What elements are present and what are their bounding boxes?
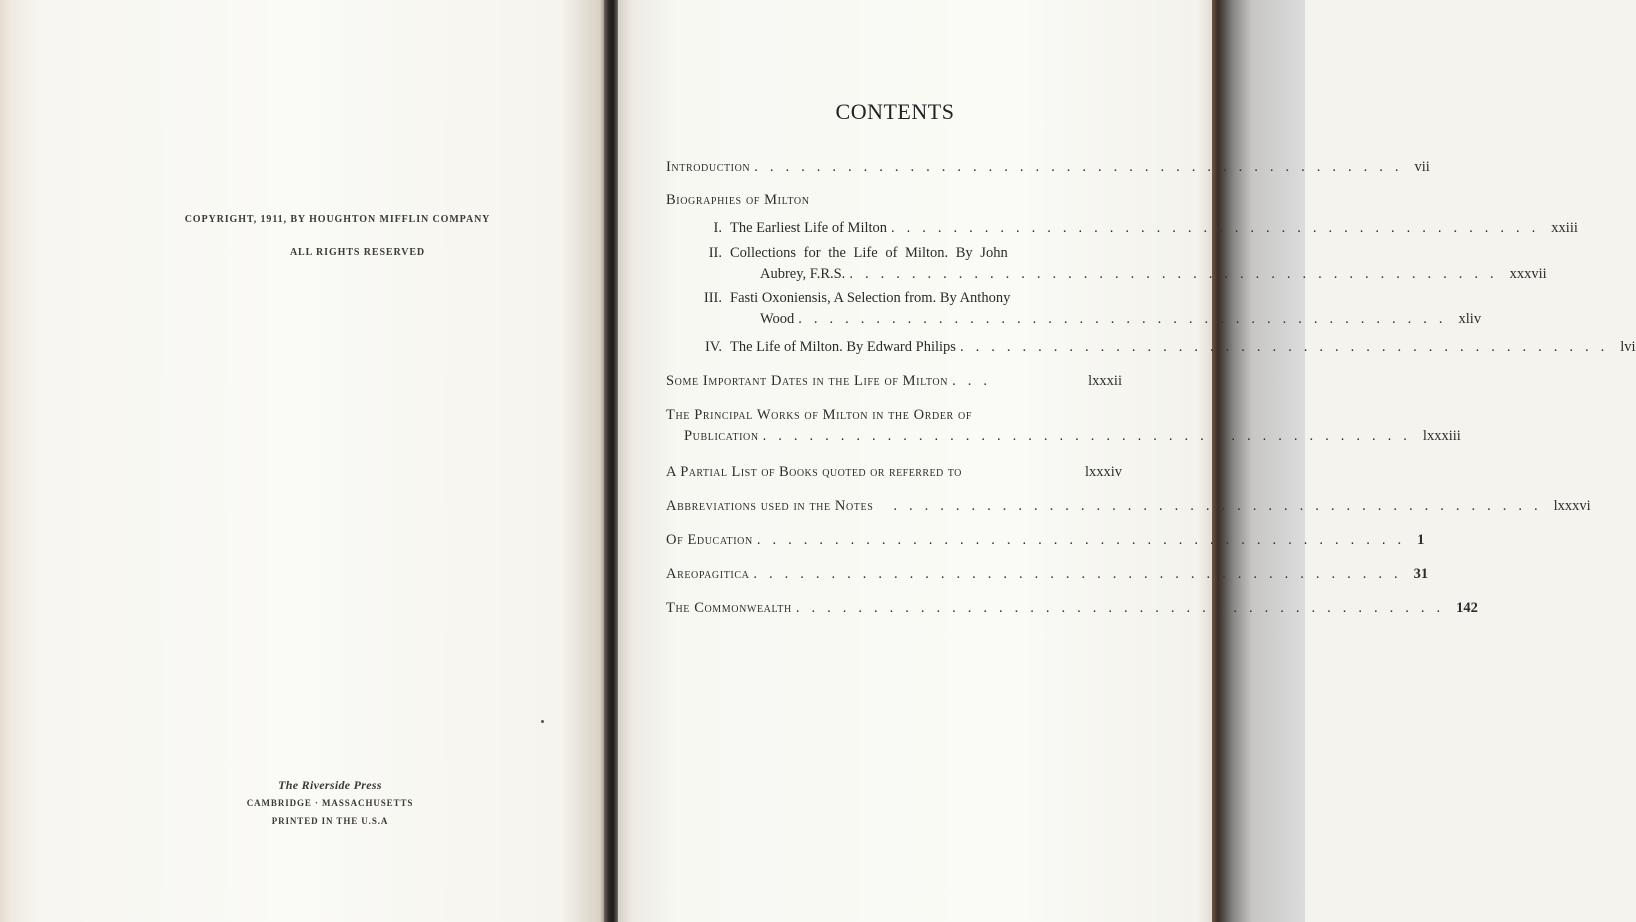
- toc-entry-title: Areopagitica: [666, 566, 750, 582]
- paper-speck: [541, 720, 544, 723]
- toc-entry-title: Introduction: [666, 159, 751, 175]
- toc-entry-page: 1: [1417, 532, 1425, 548]
- leader-dots: ..........................................: [893, 498, 1550, 514]
- toc-entry-title-continued: Aubrey, F.R.S.: [760, 266, 846, 282]
- toc-subentry: [690, 337, 1636, 358]
- toc-entry-page: lvi: [1620, 339, 1636, 355]
- toc-entry-title: Fasti Oxoniensis, A Selection from. By Anthony: [730, 290, 1011, 306]
- toc-entry-page: xxxvii: [1509, 266, 1547, 282]
- leader-dots: ..........................................: [849, 266, 1506, 282]
- toc-section-heading: [666, 190, 1122, 211]
- leader-dots: ..........................................: [754, 159, 1411, 175]
- copyright-notice: COPYRIGHT, 1911, BY HOUGHTON MIFFLIN COMPANY: [184, 214, 491, 225]
- toc-entry-page: xxiii: [1551, 220, 1578, 236]
- leader-dots: ..........................................: [795, 600, 1453, 616]
- leader-dots: ..........................................: [756, 532, 1414, 548]
- toc-entry-page: lxxxvi: [1553, 498, 1591, 514]
- leader-dots: ..........................................: [798, 311, 1455, 327]
- toc-numeral: I.: [713, 220, 722, 236]
- leader-dots: ..........................................: [891, 220, 1548, 236]
- toc-entry-page: xliv: [1458, 311, 1482, 327]
- toc-entry-page: lxxxiv: [1084, 464, 1122, 480]
- rights-reserved: ALL RIGHTS RESERVED: [289, 247, 426, 258]
- toc-entry-page: lxxxii: [1088, 373, 1122, 389]
- press-city: CAMBRIDGE · MASSACHUSETTS: [246, 798, 414, 808]
- toc-entry-title-continued: Wood: [760, 311, 795, 327]
- toc-entry-title-continued: Publication: [684, 428, 759, 444]
- toc-entry-title: Of Education: [666, 532, 753, 548]
- toc-entry: [666, 371, 1122, 392]
- toc-subentry: [690, 218, 1578, 239]
- toc-entry-title: The Commonwealth: [666, 600, 792, 616]
- toc-entry-title: The Principal Works of Milton in the Order of: [666, 407, 973, 423]
- toc-numeral: III.: [703, 290, 722, 306]
- toc-entry: [666, 564, 1429, 585]
- toc-numeral: II.: [708, 245, 722, 261]
- leader-dots: ...: [952, 373, 999, 389]
- toc-entry-title: Some Important Dates in the Life of Milton: [666, 373, 949, 389]
- toc-entry: [666, 462, 1122, 483]
- leader-dots: ..........................................: [959, 339, 1617, 355]
- toc-entry-page: 31: [1413, 566, 1429, 582]
- toc-entry-page: 142: [1456, 600, 1478, 616]
- toc-entry-title: Biographies of Milton: [666, 192, 810, 208]
- leader-dots: ..........................................: [753, 566, 1410, 582]
- toc-entry-title: The Life of Milton. By Edward Philips: [730, 339, 956, 355]
- toc-subentry: [690, 288, 1482, 330]
- contents-title: CONTENTS: [835, 99, 955, 124]
- toc-entry-page: lxxxiii: [1422, 428, 1461, 444]
- toc-entry: [666, 530, 1425, 551]
- toc-entry-title: A Partial List of Books quoted or referred to: [666, 464, 962, 480]
- printed-in: PRINTED IN THE U.S.A: [271, 816, 389, 826]
- right-page: [618, 0, 1212, 922]
- toc-entry-title: The Earliest Life of Milton: [730, 220, 888, 236]
- toc-entry: [666, 598, 1478, 619]
- toc-entry: [666, 496, 1591, 517]
- book-cover-edge: [1212, 0, 1305, 922]
- toc-entry-title: Abbreviations used in the Notes: [666, 498, 874, 514]
- toc-entry-page: vii: [1414, 159, 1430, 175]
- leader-dots: ..........................................: [762, 428, 1419, 444]
- toc-numeral: IV.: [704, 339, 722, 355]
- toc-entry: [666, 157, 1430, 178]
- toc-subentry: [690, 243, 1547, 285]
- toc-entry-title: Collections for the Life of Milton. By John: [730, 245, 1008, 261]
- toc-entry: [666, 405, 1461, 447]
- press-name: The Riverside Press: [278, 778, 382, 792]
